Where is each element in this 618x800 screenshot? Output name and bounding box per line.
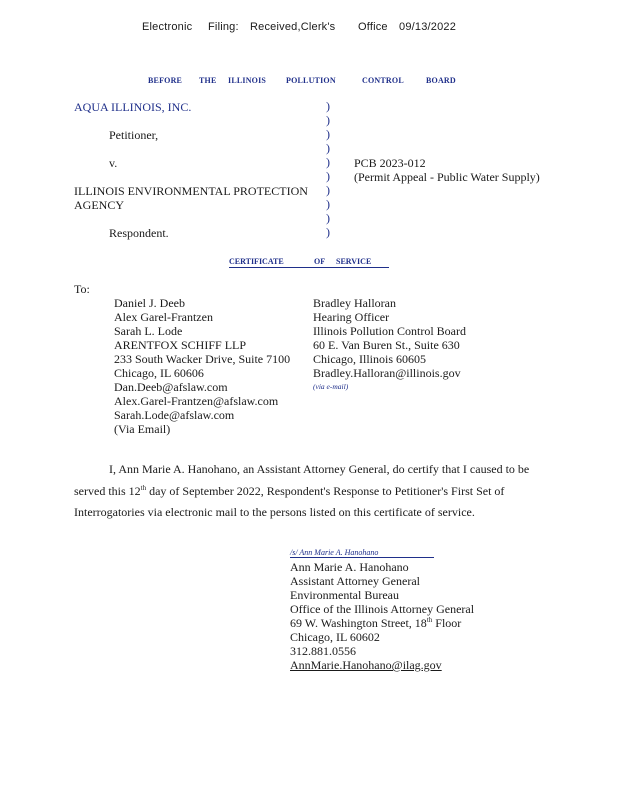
board-word-illinois: ILLINOIS bbox=[228, 76, 267, 85]
recipient-email-deeb[interactable]: Dan.Deeb@afslaw.com bbox=[114, 380, 228, 394]
signature-title: Assistant Attorney General bbox=[290, 574, 420, 588]
body-line-2-start: served this 12 bbox=[74, 484, 141, 498]
respondent-label: Respondent. bbox=[109, 226, 169, 240]
body-line-2-end: day of September 2022, Respondent's Response to Petitioner's First Set of bbox=[146, 484, 505, 498]
filing-word-received: Received,Clerk's bbox=[250, 21, 336, 33]
body-line-2 bbox=[74, 484, 504, 499]
caption-paren-3: ) bbox=[326, 127, 330, 141]
certificate-word-of: OF bbox=[314, 257, 326, 266]
recipient-left-line: 233 South Wacker Drive, Suite 7100 bbox=[114, 352, 291, 366]
filing-header bbox=[0, 21, 618, 37]
recipient-right-line: Bradley Halloran bbox=[313, 296, 396, 310]
caption-paren-9: ) bbox=[326, 211, 330, 225]
signature-street bbox=[290, 616, 461, 631]
signature-email[interactable]: AnnMarie.Hanohano@ilag.gov bbox=[290, 658, 442, 672]
signature-line: /s/ Ann Marie A. Hanohano bbox=[290, 548, 434, 558]
certificate-title-underline bbox=[229, 267, 389, 268]
respondent-name-line2: AGENCY bbox=[74, 198, 124, 212]
caption-paren-7: ) bbox=[326, 183, 330, 197]
case-type: (Permit Appeal - Public Water Supply) bbox=[354, 170, 540, 184]
recipient-email-lode[interactable]: Sarah.Lode@afslaw.com bbox=[114, 408, 235, 422]
signature-street-start: 69 W. Washington Street, 18 bbox=[290, 616, 427, 630]
filing-word-filing: Filing: bbox=[208, 21, 239, 33]
certificate-word-certificate: CERTIFICATE bbox=[229, 257, 284, 266]
recipient-right-via: (via e-mail) bbox=[313, 382, 349, 391]
signature-street-end: Floor bbox=[432, 616, 462, 630]
recipient-right-line: Illinois Pollution Control Board bbox=[313, 324, 467, 338]
recipient-right-line: Hearing Officer bbox=[313, 310, 390, 324]
petitioner-name: AQUA ILLINOIS, INC. bbox=[74, 100, 192, 114]
caption-paren-8: ) bbox=[326, 197, 330, 211]
to-label: To: bbox=[74, 282, 90, 296]
recipient-email-garel-frantzen[interactable]: Alex.Garel-Frantzen@afslaw.com bbox=[114, 394, 279, 408]
recipient-left-line: Sarah L. Lode bbox=[114, 324, 183, 338]
caption-paren-6: ) bbox=[326, 169, 330, 183]
petitioner-label: Petitioner, bbox=[109, 128, 159, 142]
recipient-left-line: ARENTFOX SCHIFF LLP bbox=[114, 338, 247, 352]
certificate-word-service: SERVICE bbox=[336, 257, 372, 266]
caption-paren-2: ) bbox=[326, 113, 330, 127]
recipient-left-line: Daniel J. Deeb bbox=[114, 296, 185, 310]
versus-label: v. bbox=[109, 156, 118, 170]
recipient-right-line: 60 E. Van Buren St., Suite 630 bbox=[313, 338, 460, 352]
body-line-1: I, Ann Marie A. Hanohano, an Assistant Attorney General, do certify that I caused to be bbox=[109, 462, 530, 476]
signature-bureau: Environmental Bureau bbox=[290, 588, 399, 602]
recipient-left-line: Alex Garel-Frantzen bbox=[114, 310, 213, 324]
signature-city: Chicago, IL 60602 bbox=[290, 630, 380, 644]
recipient-right-line: Chicago, Illinois 60605 bbox=[313, 352, 426, 366]
board-word-control: CONTROL bbox=[362, 76, 404, 85]
filing-word-electronic: Electronic bbox=[142, 21, 193, 33]
respondent-name-line1: ILLINOIS ENVIRONMENTAL PROTECTION bbox=[74, 184, 308, 198]
recipient-left-line: (Via Email) bbox=[114, 422, 171, 436]
filing-date: 09/13/2022 bbox=[399, 21, 457, 33]
filing-word-office: Office bbox=[358, 21, 388, 33]
caption-paren-5: ) bbox=[326, 155, 330, 169]
body-line-2-sup: th bbox=[140, 484, 147, 492]
caption-paren-4: ) bbox=[326, 141, 330, 155]
signature-office: Office of the Illinois Attorney General bbox=[290, 602, 475, 616]
board-word-board: BOARD bbox=[426, 76, 456, 85]
signature-phone: 312.881.0556 bbox=[290, 644, 356, 658]
recipient-email-halloran[interactable]: Bradley.Halloran@illinois.gov bbox=[313, 366, 461, 380]
board-word-pollution: POLLUTION bbox=[286, 76, 336, 85]
board-word-before: BEFORE bbox=[148, 76, 183, 85]
caption-paren-10: ) bbox=[326, 225, 330, 239]
board-word-the: THE bbox=[199, 76, 217, 85]
board-heading bbox=[0, 76, 618, 88]
signature-name: Ann Marie A. Hanohano bbox=[290, 560, 409, 574]
caption-paren-1: ) bbox=[326, 99, 330, 113]
case-number: PCB 2023-012 bbox=[354, 156, 426, 170]
recipient-left-line: Chicago, IL 60606 bbox=[114, 366, 204, 380]
signature-street-sup: th bbox=[426, 616, 433, 624]
body-line-3: Interrogatories via electronic mail to the persons listed on this certificate of service. bbox=[74, 505, 475, 519]
